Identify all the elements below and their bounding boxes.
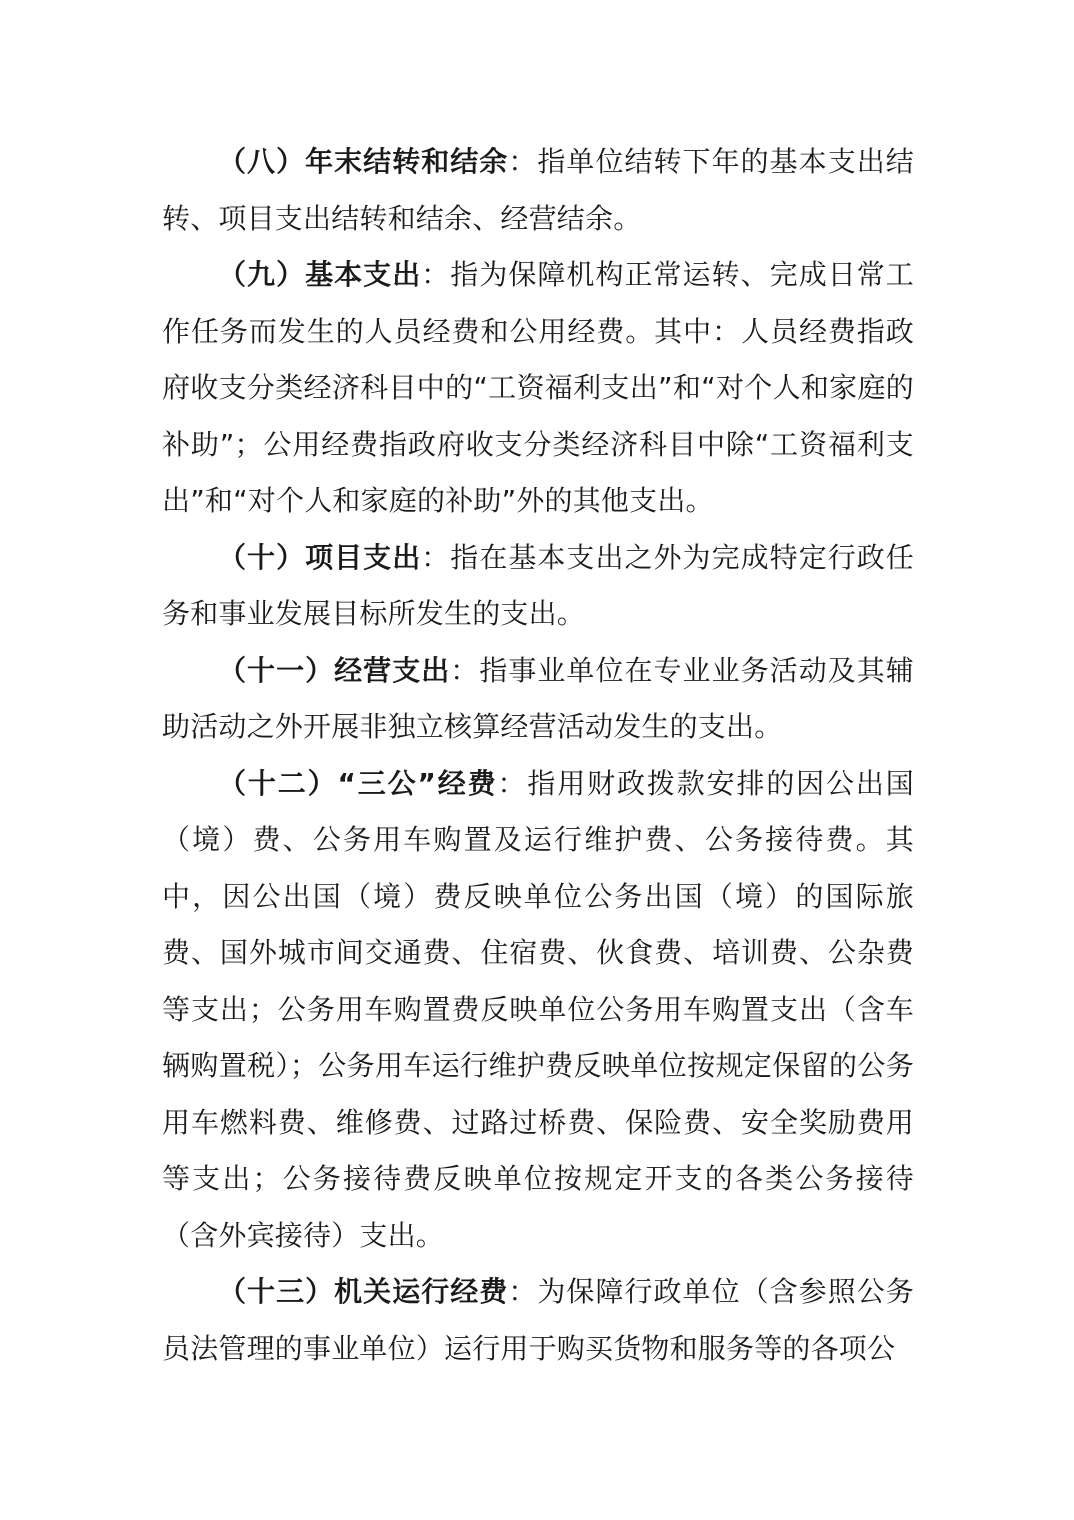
term-definition: ：指用财政拨款安排的因公出国（境）费、公务用车购置及运行维护费、公务接待费。其中，因公出国（境）费反映单位公务出国（境）的国际旅费、国外城市间交通费、住宿费、伙食费、培训费、公杂费等支出；公务用车购置费反映单位公务用车购置支出（含车辆购置税）；公务用车运行维护费反映单位按规定保留的公务用车燃料费、维修费、过路过桥费、保险费、安全奖励费用等支出；公务接待费反映单位按规定开支的各类公务接待（含外宾接待）支出。 <box>162 766 914 1252</box>
document-body <box>162 134 914 1377</box>
paragraph-project-expenditure <box>162 530 914 643</box>
term-definition: ：指为保障机构正常运转、完成日常工作任务而发生的人员经费和公用经费。其中：人员经费指政府收支分类经济科目中的“工资福利支出”和“对个人和家庭的补助”；公用经费指政府收支分类经济科目中除“工资福利支出”和“对个人和家庭的补助”外的其他支出。 <box>162 258 914 517</box>
term-heading: （九）基本支出 <box>218 258 422 291</box>
term-definition: ：指在基本支出之外为完成特定行政任务和事业发展目标所发生的支出。 <box>162 540 914 630</box>
term-heading: （八）年末结转和结余 <box>218 145 509 178</box>
term-definition: ：指单位结转下年的基本支出结转、项目支出结转和结余、经营结余。 <box>162 145 914 235</box>
term-heading: （十一）经营支出 <box>218 653 451 687</box>
paragraph-basic-expenditure <box>162 247 914 530</box>
term-heading: （十二）“三公”经费 <box>218 766 498 800</box>
paragraph-agency-operating-funds <box>162 1264 914 1377</box>
term-definition: ：指事业单位在专业业务活动及其辅助活动之外开展非独立核算经营活动发生的支出。 <box>162 653 914 743</box>
term-heading: （十）项目支出 <box>218 540 422 574</box>
paragraph-operating-expenditure <box>162 643 914 756</box>
paragraph-year-end-carryover <box>162 134 914 247</box>
paragraph-three-public-expenses <box>162 756 914 1265</box>
term-definition: ：为保障行政单位（含参照公务员法管理的事业单位）运行用于购买货物和服务等的各项公 <box>162 1275 914 1365</box>
term-heading: （十三）机关运行经费 <box>218 1275 509 1308</box>
